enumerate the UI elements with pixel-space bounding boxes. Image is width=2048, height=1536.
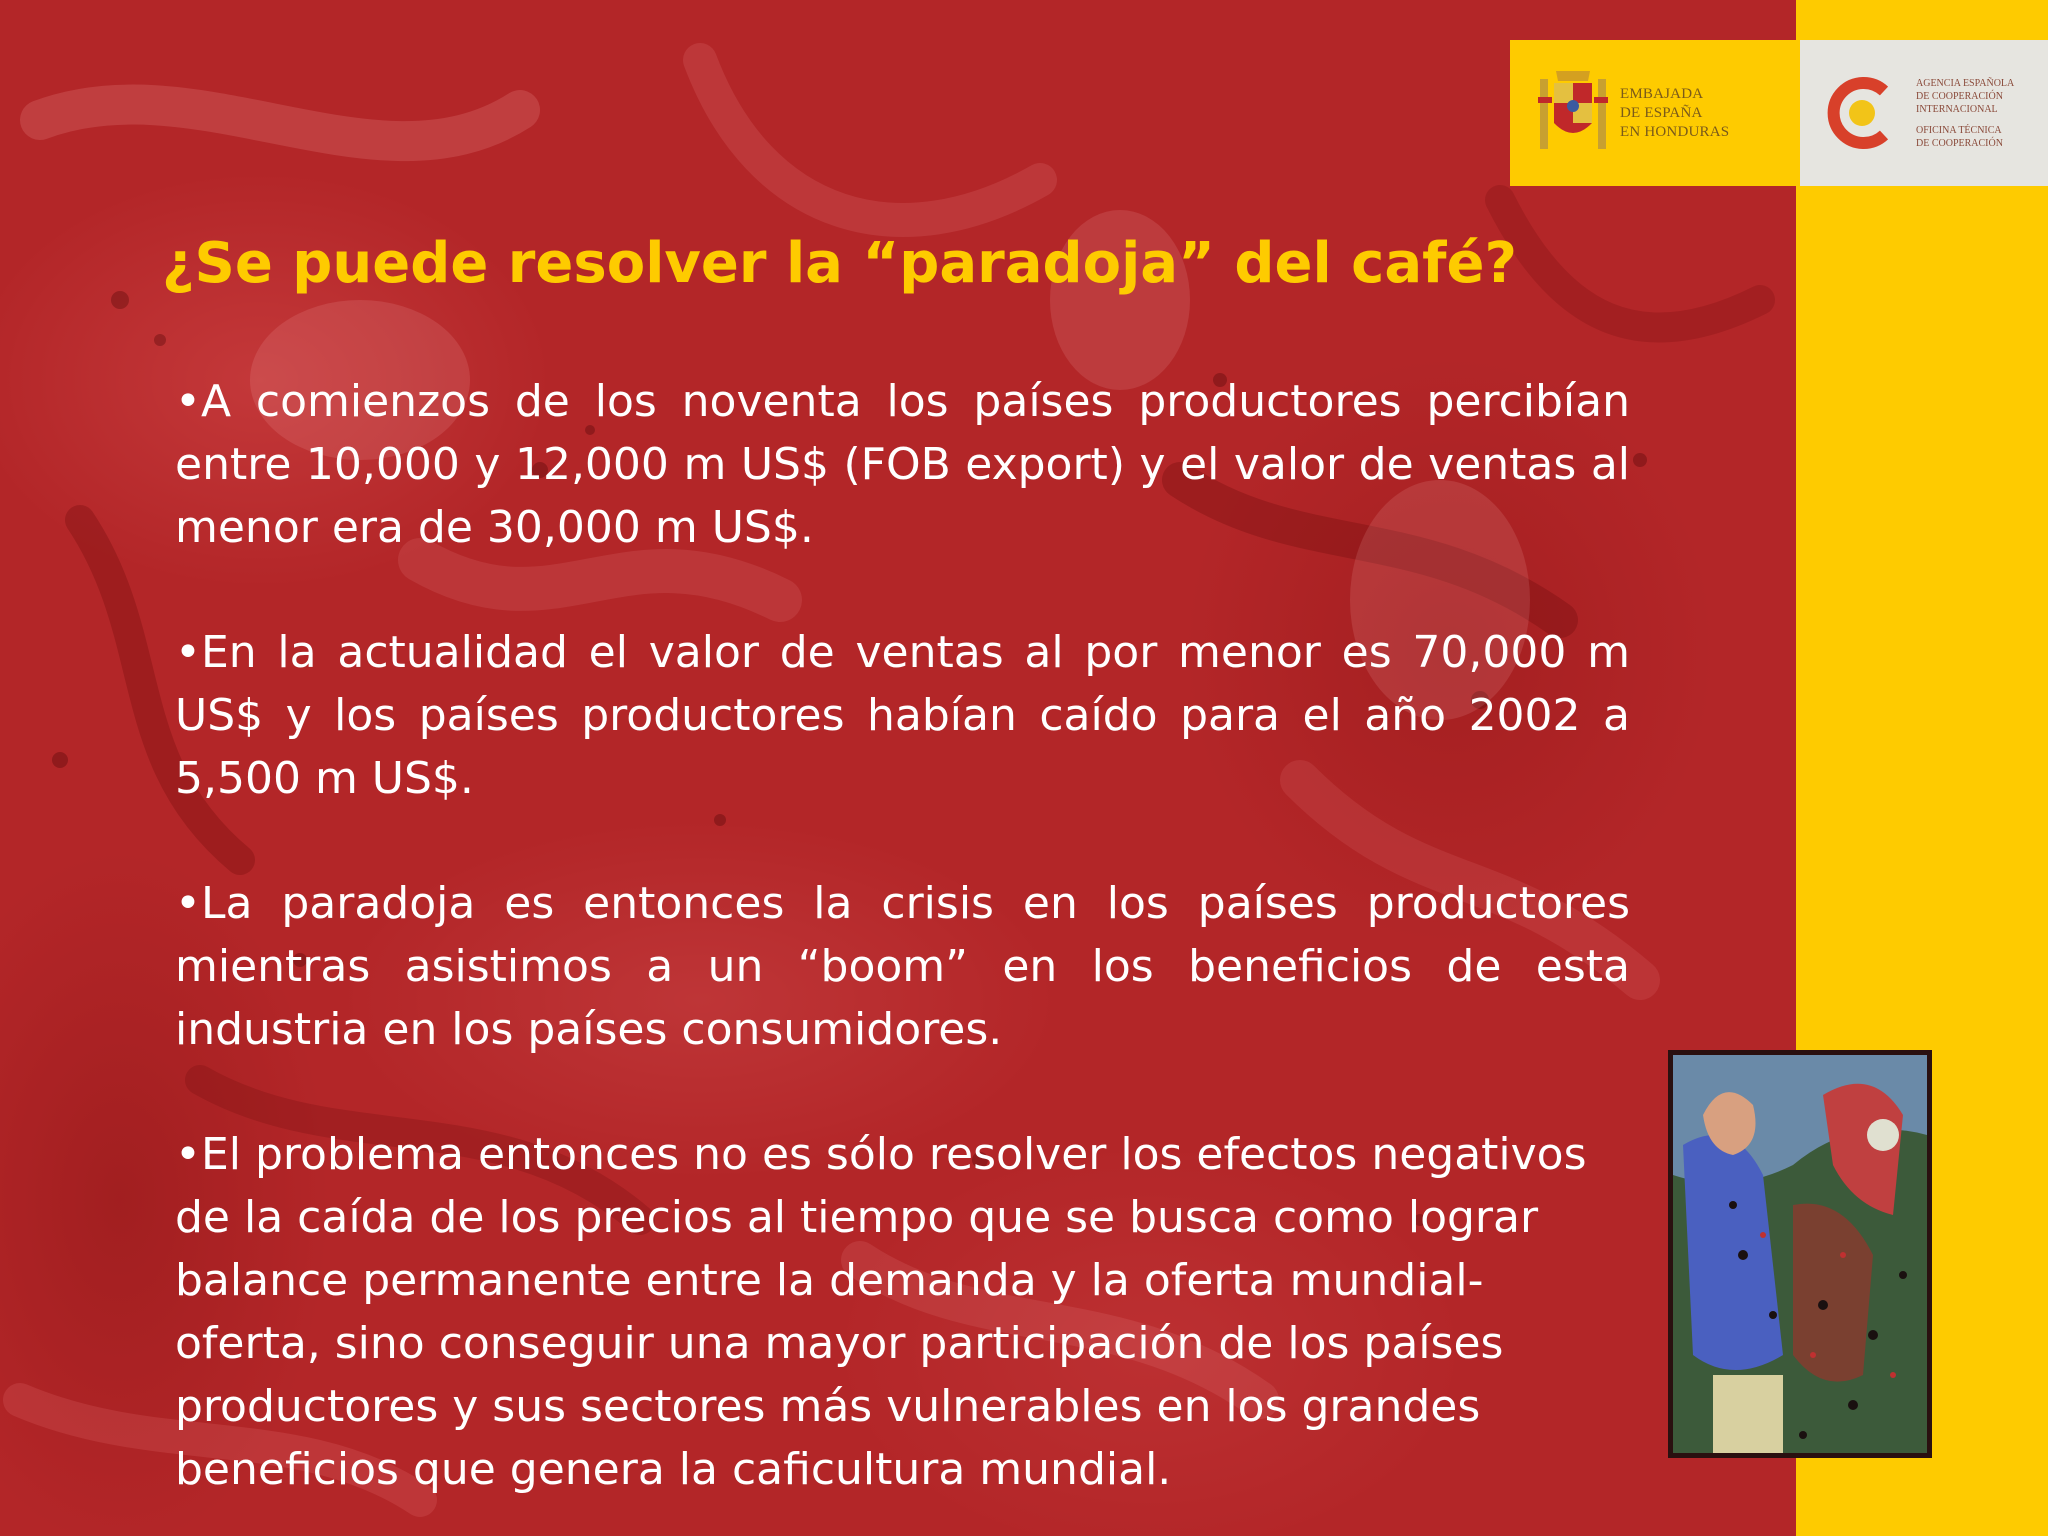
embassy-line: EMBAJADA	[1620, 85, 1704, 102]
coffee-painting-image	[1668, 1050, 1932, 1458]
aecid-line: DE COOPERACIÓN	[1916, 90, 2003, 102]
aecid-emblem-icon	[1822, 73, 1902, 153]
coat-of-arms-icon	[1538, 61, 1608, 165]
aecid-line: DE COOPERACIÓN	[1916, 137, 2003, 149]
aecid-line: OFICINA TÉCNICA	[1916, 124, 2002, 136]
bullet-list	[175, 370, 1630, 1536]
aecid-text	[1916, 77, 2014, 150]
embassy-line: DE ESPAÑA	[1620, 104, 1703, 121]
bullet-item: •El problema entonces no es sólo resolver los efectos negativos de la caída de los precios al tiempo que se busca como lograr balance permanente entre la demanda y la oferta mundial-oferta, sino conseguir una mayor participación de los países productores y sus sectores más vulnerables en los grandes beneficios que genera la caficultura mundial.	[175, 1129, 1587, 1495]
aecid-line: AGENCIA ESPAÑOLA	[1916, 77, 2015, 89]
bullet-item: •A comienzos de los noventa los países productores percibían entre 10,000 y 12,000 m US$ (FOB export) y el valor de ventas al menor era de 30,000 m US$.	[175, 376, 1630, 553]
bullet-item: •La paradoja es entonces la crisis en los países productores mientras asistimos a un “boom” en los beneficios de esta industria en los países consumidores.	[175, 878, 1630, 1055]
bullet-item: •En la actualidad el valor de ventas al por menor es 70,000 m US$ y los países productores habían caído para el año 2002 a 5,500 m US$.	[175, 627, 1630, 804]
aecid-line: INTERNACIONAL	[1916, 103, 1998, 115]
embassy-logo	[1510, 40, 1800, 186]
embassy-text	[1620, 85, 1729, 142]
aecid-logo	[1800, 40, 2048, 186]
embassy-line: EN HONDURAS	[1620, 123, 1730, 140]
slide-title: ¿Se puede resolver la “paradoja” del café?	[162, 231, 1517, 296]
logo-header	[1510, 40, 2048, 186]
